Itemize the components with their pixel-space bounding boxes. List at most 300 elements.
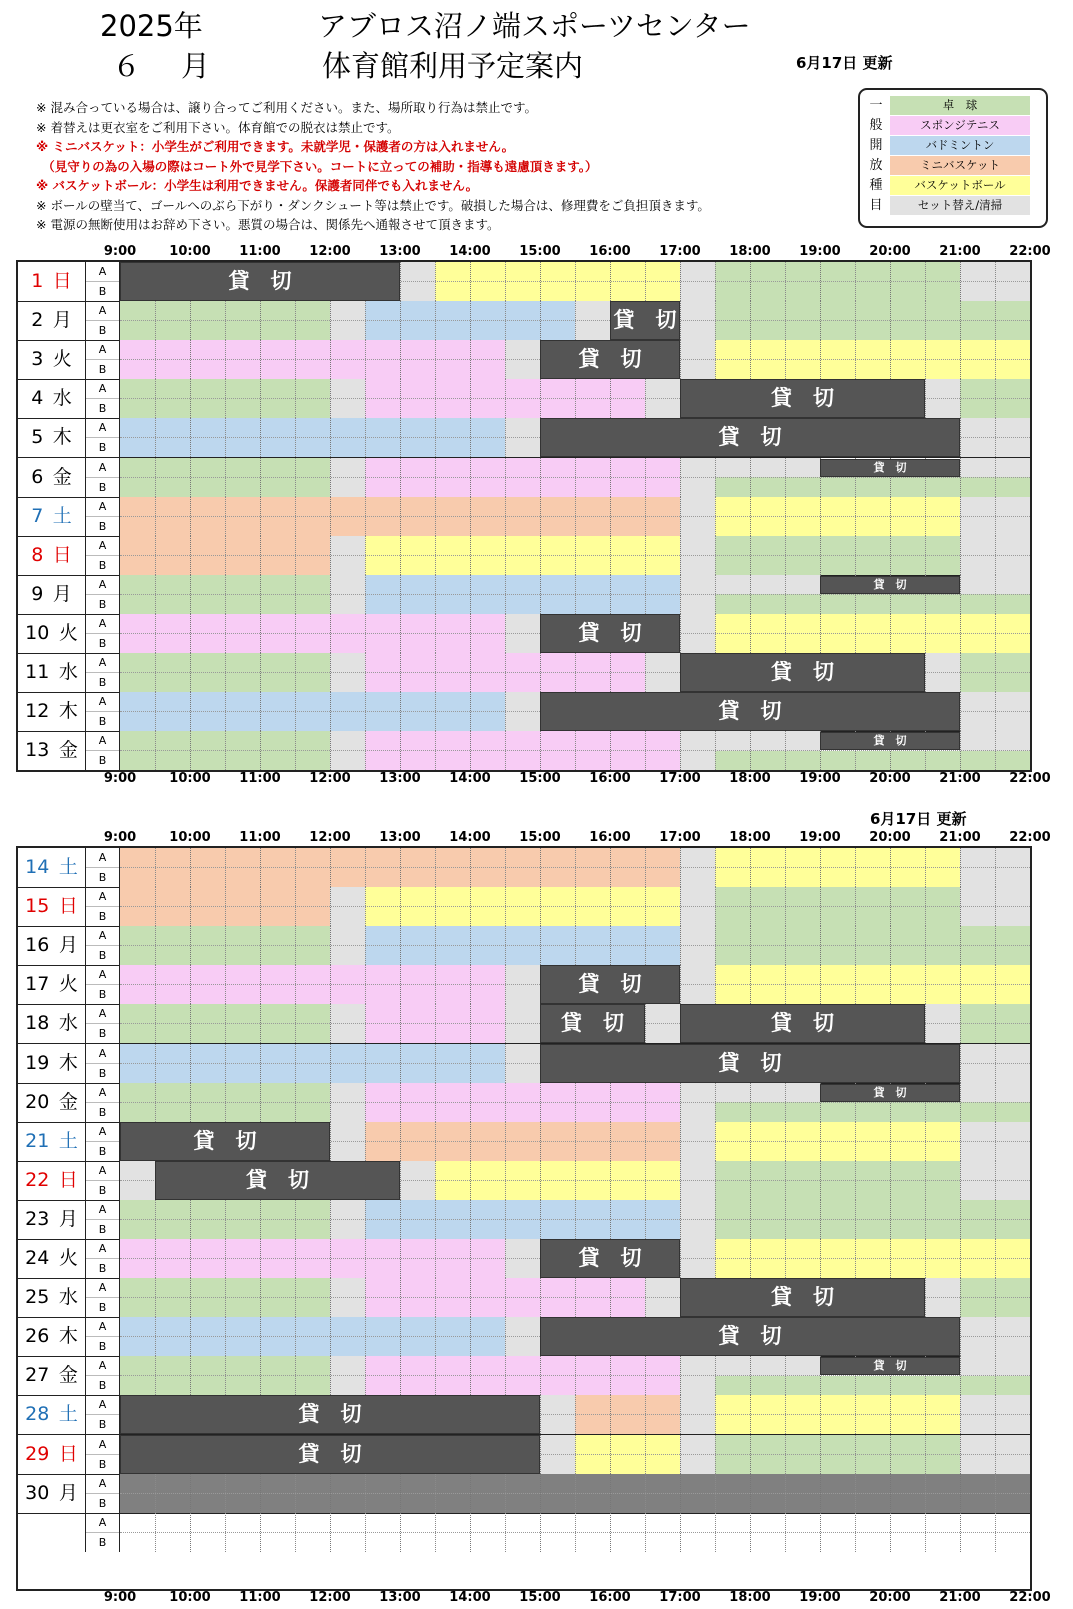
time-label: 15:00 xyxy=(519,830,561,845)
time-cells xyxy=(120,1395,1030,1434)
time-label: 19:00 xyxy=(799,244,841,259)
court-label: B xyxy=(98,324,107,338)
time-cells xyxy=(120,262,1030,301)
day-label: 13 金 xyxy=(18,731,86,770)
day-label: 7 土 xyxy=(18,497,86,536)
court-label: B xyxy=(98,1222,107,1236)
court-divider xyxy=(120,945,1030,946)
day-label: 2 月 xyxy=(18,301,86,340)
note-line: ※ 電源の無断使用はお辞め下さい。悪質の場合は、関係先へ通報させて頂きます。 xyxy=(36,217,500,232)
court-label: A xyxy=(86,418,119,438)
time-label: 17:00 xyxy=(659,1590,701,1605)
court-labels xyxy=(86,1513,120,1552)
court-labels xyxy=(86,887,120,926)
court-label: B xyxy=(98,285,107,298)
updated-date: 6月17日 更新 xyxy=(796,54,893,72)
court-label: A xyxy=(86,497,119,517)
reserved-block: 貸 切 xyxy=(820,1357,960,1375)
time-cells xyxy=(120,614,1030,653)
legend-item: バドミントン xyxy=(890,136,1030,155)
time-label: 20:00 xyxy=(869,244,911,259)
time-cells xyxy=(120,379,1030,418)
court-label: B xyxy=(98,1457,107,1471)
reserved-block: 貸 切 xyxy=(540,1044,960,1083)
day-label: 17 火 xyxy=(18,965,86,1004)
time-cells xyxy=(120,458,1030,497)
court-label: A xyxy=(86,1004,119,1024)
day-label: 8 日 xyxy=(18,536,86,575)
day-label: 16 月 xyxy=(18,926,86,965)
day-label: 25 水 xyxy=(18,1278,86,1317)
activity-block xyxy=(715,575,820,595)
time-label: 14:00 xyxy=(449,1590,491,1605)
time-label: 11:00 xyxy=(239,771,281,786)
time-cells xyxy=(120,340,1030,379)
time-label: 10:00 xyxy=(169,830,211,845)
court-label: B xyxy=(98,480,107,494)
day-row xyxy=(18,887,1030,927)
month-kanji: 月 xyxy=(181,49,211,83)
time-cells xyxy=(120,1044,1030,1083)
reserved-block: 貸 切 xyxy=(820,732,960,750)
time-cells xyxy=(120,497,1030,536)
court-divider xyxy=(120,555,1030,556)
time-label: 11:00 xyxy=(239,244,281,259)
day-label: 1 日 xyxy=(18,262,86,301)
legend xyxy=(858,88,1048,228)
court-labels xyxy=(86,614,120,653)
court-label: A xyxy=(86,653,119,673)
day-label: 15 日 xyxy=(18,887,86,926)
time-label: 22:00 xyxy=(1009,244,1051,259)
time-label: 13:00 xyxy=(379,830,421,845)
reserved-block: 貸 切 xyxy=(540,340,680,379)
facility-name: アブロス沼ノ端スポーツセンター xyxy=(318,9,751,43)
court-labels xyxy=(86,1278,120,1317)
schedule-table-2 xyxy=(16,846,1032,1591)
court-label: B xyxy=(98,519,107,533)
court-labels xyxy=(86,731,120,770)
time-label: 10:00 xyxy=(169,244,211,259)
time-label: 22:00 xyxy=(1009,771,1051,786)
time-cells xyxy=(120,1004,1030,1043)
court-label: B xyxy=(98,1340,107,1354)
legend-item: 卓 球 xyxy=(890,96,1030,115)
reserved-block: 貸 切 xyxy=(820,576,960,594)
court-label: B xyxy=(98,1183,107,1197)
day-label: 21 土 xyxy=(18,1122,86,1161)
time-label: 9:00 xyxy=(103,830,137,845)
time-label: 18:00 xyxy=(729,771,771,786)
court-label: A xyxy=(86,1356,119,1376)
court-label: B xyxy=(98,1105,107,1119)
reserved-block: 貸 切 xyxy=(120,1435,540,1474)
day-row xyxy=(18,301,1030,341)
note-line: ※ 混み合っている場合は、譲り合ってご利用ください。また、場所取り行為は禁止です。 xyxy=(36,100,537,115)
court-label: A xyxy=(86,1122,119,1142)
day-row xyxy=(18,1395,1030,1435)
court-labels xyxy=(86,340,120,379)
time-label: 17:00 xyxy=(659,244,701,259)
court-label: A xyxy=(86,262,119,282)
day-label: 12 木 xyxy=(18,692,86,731)
court-divider xyxy=(120,906,1030,907)
time-label: 13:00 xyxy=(379,771,421,786)
time-cells xyxy=(120,1435,1030,1474)
court-label: A xyxy=(86,1435,119,1455)
time-label: 18:00 xyxy=(729,244,771,259)
time-label: 16:00 xyxy=(589,244,631,259)
day-row xyxy=(18,379,1030,419)
day-row xyxy=(18,1513,1030,1553)
day-label: 6 金 xyxy=(18,458,86,497)
day-label: 4 水 xyxy=(18,379,86,418)
day-row xyxy=(18,848,1030,888)
time-cells xyxy=(120,536,1030,575)
time-label: 15:00 xyxy=(519,1590,561,1605)
usage-notes xyxy=(36,98,710,235)
court-labels xyxy=(86,418,120,457)
court-label: B xyxy=(98,1301,107,1315)
reserved-block: 貸 切 xyxy=(540,418,960,457)
time-label: 21:00 xyxy=(939,771,981,786)
time-label: 12:00 xyxy=(309,244,351,259)
day-label: 28 土 xyxy=(18,1395,86,1434)
activity-block xyxy=(715,1356,820,1376)
court-labels xyxy=(86,692,120,731)
month-number: ６ xyxy=(112,49,142,83)
court-label: A xyxy=(86,965,119,985)
day-row xyxy=(18,575,1030,615)
time-label: 19:00 xyxy=(799,830,841,845)
day-label: 3 火 xyxy=(18,340,86,379)
court-labels xyxy=(86,1317,120,1356)
time-label: 10:00 xyxy=(169,771,211,786)
day-row xyxy=(18,614,1030,654)
court-label: A xyxy=(86,1317,119,1337)
time-label: 14:00 xyxy=(449,830,491,845)
time-cells xyxy=(120,887,1030,926)
activity-block xyxy=(715,458,820,478)
reserved-block: 貸 切 xyxy=(680,1278,925,1317)
time-label: 22:00 xyxy=(1009,1590,1051,1605)
time-label: 21:00 xyxy=(939,244,981,259)
court-label: A xyxy=(86,1474,119,1494)
day-label: 23 月 xyxy=(18,1200,86,1239)
court-label: B xyxy=(98,676,107,689)
court-label: B xyxy=(98,1144,107,1158)
court-labels xyxy=(86,1395,120,1434)
time-label: 11:00 xyxy=(239,830,281,845)
time-cells xyxy=(120,301,1030,340)
court-label: A xyxy=(86,458,119,478)
activity-block xyxy=(715,731,820,751)
time-label: 22:00 xyxy=(1009,830,1051,845)
court-label: A xyxy=(86,614,119,634)
court-label: B xyxy=(98,597,107,611)
court-label: A xyxy=(86,340,119,360)
court-label: B xyxy=(98,871,107,884)
court-labels xyxy=(86,575,120,614)
time-cells xyxy=(120,653,1030,692)
court-label: B xyxy=(98,363,107,377)
court-labels xyxy=(86,965,120,1004)
day-label: 30 月 xyxy=(18,1474,86,1513)
time-label: 14:00 xyxy=(449,244,491,259)
note-line: ※ バスケットボール：小学生は利用できません。保護者同伴でも入れません。 xyxy=(36,178,479,193)
page-subtitle: 体育館利用予定案内 xyxy=(322,49,584,83)
day-row xyxy=(18,1004,1030,1044)
legend-item: ミニバスケット xyxy=(890,156,1030,175)
time-label: 19:00 xyxy=(799,771,841,786)
court-divider xyxy=(120,477,1030,478)
day-row xyxy=(18,653,1030,693)
updated-date-2: 6月17日 更新 xyxy=(870,810,967,828)
time-cells xyxy=(120,1513,1030,1552)
reserved-block: 貸 切 xyxy=(540,614,680,653)
time-label: 12:00 xyxy=(309,771,351,786)
activity-block xyxy=(715,594,1030,614)
activity-block xyxy=(715,751,1030,771)
day-label: 19 木 xyxy=(18,1044,86,1083)
time-cells xyxy=(120,1356,1030,1395)
court-label: B xyxy=(98,1535,107,1549)
note-line: ※ ボールの壁当て、ゴールへのぶら下がり・ダンクシュート等は禁止です。破損した場合は、修理費をご負担頂きます。 xyxy=(36,197,710,213)
court-labels xyxy=(86,1200,120,1239)
day-row xyxy=(18,1317,1030,1357)
reserved-block: 貸 切 xyxy=(120,1395,540,1434)
court-labels xyxy=(86,262,120,301)
month-title xyxy=(112,44,210,85)
court-divider xyxy=(120,867,1030,868)
court-labels xyxy=(86,1239,120,1278)
time-label: 15:00 xyxy=(519,244,561,259)
time-label: 15:00 xyxy=(519,771,561,786)
day-row xyxy=(18,1239,1030,1279)
time-label: 21:00 xyxy=(939,1590,981,1605)
reserved-block: 貸 切 xyxy=(120,1122,330,1161)
court-divider xyxy=(120,1102,1030,1103)
court-labels xyxy=(86,1083,120,1122)
time-cells xyxy=(120,1474,1030,1513)
time-label: 9:00 xyxy=(103,771,137,786)
time-cells xyxy=(120,965,1030,1004)
time-cells xyxy=(120,731,1030,770)
reserved-block: 貸 切 xyxy=(680,379,925,418)
time-label: 19:00 xyxy=(799,1590,841,1605)
time-cells xyxy=(120,692,1030,731)
time-label: 16:00 xyxy=(589,1590,631,1605)
reserved-block: 貸 切 xyxy=(680,653,925,692)
court-divider xyxy=(120,1375,1030,1376)
reserved-block: 貸 切 xyxy=(820,459,960,477)
court-label: B xyxy=(98,1027,107,1041)
court-label: A xyxy=(86,848,119,868)
time-label: 20:00 xyxy=(869,830,911,845)
reserved-block: 貸 切 xyxy=(820,1084,960,1102)
reserved-block: 貸 切 xyxy=(540,1004,645,1043)
day-label: 24 火 xyxy=(18,1239,86,1278)
court-label: B xyxy=(98,1379,107,1393)
court-label: A xyxy=(86,1395,119,1415)
day-row xyxy=(18,1122,1030,1162)
court-label: A xyxy=(86,536,119,556)
court-label: B xyxy=(98,1418,107,1432)
day-row xyxy=(18,965,1030,1005)
time-label: 10:00 xyxy=(169,1590,211,1605)
day-label: 20 金 xyxy=(18,1083,86,1122)
reserved-block: 貸 切 xyxy=(540,1317,960,1356)
reserved-block: 貸 切 xyxy=(155,1161,400,1200)
court-label: B xyxy=(98,1262,107,1275)
day-label: 26 木 xyxy=(18,1317,86,1356)
note-line: ※ 着替えは更衣室をご利用下さい。体育館での脱衣は禁止です。 xyxy=(36,119,400,135)
court-divider xyxy=(120,750,1030,751)
time-label: 11:00 xyxy=(239,1590,281,1605)
day-row xyxy=(18,1474,1030,1514)
court-label: A xyxy=(86,1200,119,1220)
time-label: 9:00 xyxy=(103,1590,137,1605)
court-labels xyxy=(86,926,120,965)
time-cells xyxy=(120,1122,1030,1161)
court-label: B xyxy=(98,402,107,416)
day-label: 11 水 xyxy=(18,653,86,692)
court-label: A xyxy=(86,1278,119,1298)
day-row xyxy=(18,1161,1030,1201)
day-label: 18 水 xyxy=(18,1004,86,1043)
court-divider xyxy=(120,320,1030,321)
day-row xyxy=(18,1083,1030,1123)
day-row xyxy=(18,340,1030,380)
court-label: B xyxy=(98,441,107,455)
time-cells xyxy=(120,1239,1030,1278)
court-label: A xyxy=(86,926,119,946)
note-line: （見守りの為の入場の際はコート外で見学下さい。コートに立っての補助・指導も遠慮頂きます。） xyxy=(36,158,598,174)
court-label: A xyxy=(86,1083,119,1103)
court-divider xyxy=(120,1219,1030,1220)
court-label: B xyxy=(98,1066,107,1080)
legend-item: セット替え/清掃 xyxy=(890,196,1030,215)
time-label: 20:00 xyxy=(869,1590,911,1605)
court-labels xyxy=(86,536,120,575)
court-labels xyxy=(86,653,120,692)
court-labels xyxy=(86,1356,120,1395)
day-row xyxy=(18,497,1030,537)
time-cells xyxy=(120,1083,1030,1122)
day-row xyxy=(18,731,1030,771)
court-label: B xyxy=(98,1496,107,1510)
day-row xyxy=(18,692,1030,732)
court-label: B xyxy=(98,988,107,1002)
activity-block xyxy=(715,477,1030,497)
day-row xyxy=(18,418,1030,458)
reserved-block: 貸 切 xyxy=(540,1239,680,1278)
day-row xyxy=(18,1044,1030,1084)
court-label: A xyxy=(86,379,119,399)
time-label: 17:00 xyxy=(659,830,701,845)
court-divider xyxy=(120,1493,1030,1494)
court-label: B xyxy=(98,949,107,963)
day-row xyxy=(18,458,1030,498)
time-label: 17:00 xyxy=(659,771,701,786)
time-label: 13:00 xyxy=(379,244,421,259)
day-label: 14 土 xyxy=(18,848,86,887)
time-label: 20:00 xyxy=(869,771,911,786)
day-label: 29 日 xyxy=(18,1435,86,1474)
note-line: ※ ミニバスケット：小学生がご利用できます。未就学児・保護者の方は入れません。 xyxy=(36,139,515,154)
time-label: 14:00 xyxy=(449,771,491,786)
court-labels xyxy=(86,1161,120,1200)
reserved-block: 貸 切 xyxy=(540,692,960,731)
court-labels xyxy=(86,1122,120,1161)
court-label: A xyxy=(86,1044,119,1064)
reserved-block: 貸 切 xyxy=(610,301,680,340)
court-labels xyxy=(86,379,120,418)
court-label: A xyxy=(86,575,119,595)
court-label: A xyxy=(86,1239,119,1259)
year-title: 2025年 xyxy=(100,9,203,43)
time-cells xyxy=(120,1161,1030,1200)
court-labels xyxy=(86,1004,120,1043)
day-label: 22 日 xyxy=(18,1161,86,1200)
court-label: A xyxy=(86,1161,119,1181)
court-labels xyxy=(86,1474,120,1513)
court-divider xyxy=(120,1532,1030,1533)
time-label: 12:00 xyxy=(309,830,351,845)
court-labels xyxy=(86,1435,120,1474)
day-label: 9 月 xyxy=(18,575,86,614)
court-divider xyxy=(120,594,1030,595)
time-label: 16:00 xyxy=(589,830,631,845)
court-label: A xyxy=(86,887,119,907)
activity-block xyxy=(715,1376,1030,1396)
day-row xyxy=(18,536,1030,576)
court-labels xyxy=(86,301,120,340)
time-label: 9:00 xyxy=(103,244,137,259)
activity-block xyxy=(715,1102,1030,1122)
reserved-block: 貸 切 xyxy=(540,965,680,1004)
court-labels xyxy=(86,1044,120,1083)
time-label: 16:00 xyxy=(589,771,631,786)
day-label: 10 火 xyxy=(18,614,86,653)
day-row xyxy=(18,1278,1030,1318)
day-row xyxy=(18,926,1030,966)
time-label: 13:00 xyxy=(379,1590,421,1605)
legend-item: バスケットボール xyxy=(890,176,1030,195)
day-row xyxy=(18,262,1030,302)
time-label: 18:00 xyxy=(729,830,771,845)
court-labels xyxy=(86,458,120,497)
court-divider xyxy=(120,516,1030,517)
activity-block xyxy=(715,1083,820,1103)
court-labels xyxy=(86,848,120,887)
court-label: B xyxy=(98,636,107,650)
legend-item: スポンジテニス xyxy=(890,116,1030,135)
court-label: A xyxy=(86,731,119,751)
time-cells xyxy=(120,1317,1030,1356)
court-label: A xyxy=(86,301,119,321)
day-row xyxy=(18,1200,1030,1240)
time-cells xyxy=(120,1200,1030,1239)
time-cells xyxy=(120,418,1030,457)
schedule-table-1 xyxy=(16,260,1032,772)
court-label: B xyxy=(98,754,107,768)
court-label: B xyxy=(98,558,107,572)
reserved-block: 貸 切 xyxy=(120,262,400,301)
court-label: B xyxy=(98,910,107,924)
day-row xyxy=(18,1435,1030,1475)
time-cells xyxy=(120,926,1030,965)
